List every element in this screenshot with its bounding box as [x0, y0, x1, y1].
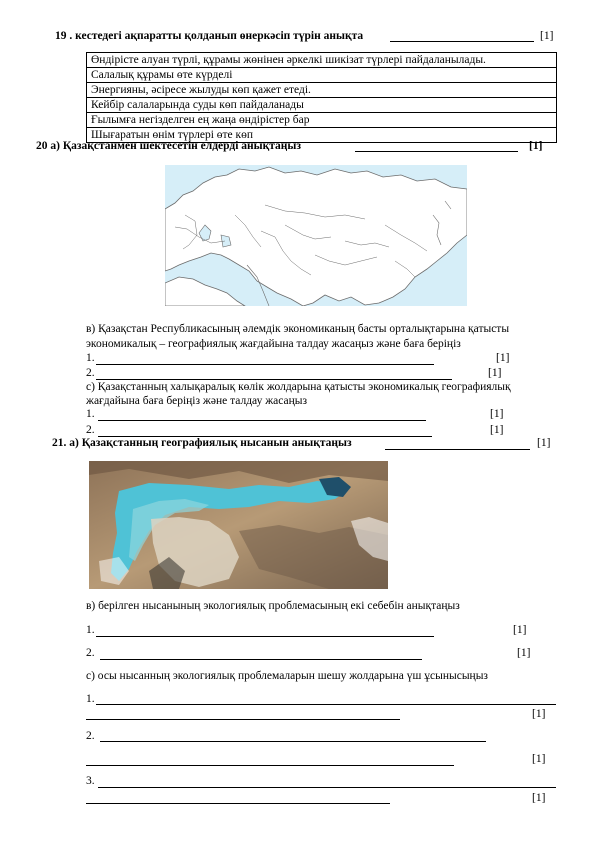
table-row: Кейбір салаларында суды көп пайдаланады [87, 98, 557, 113]
answer-line[interactable] [96, 379, 452, 380]
q21-mark: [1] [537, 437, 551, 449]
q21-c-num-2: 2. [86, 730, 95, 742]
answer-line[interactable] [98, 420, 426, 421]
q20-c-num-1: 1. [86, 408, 95, 420]
q21-b-num-2: 2. [86, 647, 95, 659]
q20-c-mark-1: [1] [490, 408, 504, 420]
q20-c-num-2: 2. [86, 424, 95, 436]
q19-features-table [86, 52, 557, 143]
q20-b-text-1: в) Қазақстан Республикасының әлемдік экономиканың басты орталықтарына қатысты [86, 323, 510, 335]
table-row: Энергияны, әсіресе жылуды көп қажет етеді. [87, 83, 557, 98]
q20-b-mark-2: [1] [488, 367, 502, 379]
q20-title: 20 а) Қазақстанмен шектесетін елдерді анықтаңыз [36, 140, 302, 152]
q21-c-text: с) осы нысанның экологиялық проблемаларын шешу жолдарына үш ұсынысыңыз [86, 670, 488, 682]
q20-c-text-2: жағдайына баға беріңіз және талдау жасаңыз [86, 395, 308, 407]
satellite-photo-lake [89, 461, 388, 589]
q21-c-mark-3: [1] [532, 792, 546, 804]
table-row: Шығаратын өнім түрлері өте көп [87, 128, 557, 143]
q21-c-num-3: 3. [86, 775, 95, 787]
q20-c-text-1: с) Қазақстанның халықаралық көлік жолдарына қатысты экономикалық географиялық [86, 381, 511, 393]
q21-b-text: в) берілген нысанының экологиялық проблемасының екі себебін анықтаңыз [86, 600, 460, 612]
answer-line[interactable] [86, 803, 390, 804]
q20-answer-line[interactable] [355, 151, 518, 152]
q20-mark: [1] [529, 140, 543, 152]
q20-b-text-2: экономикалық – географиялық жағдайына талдау жасаңыз және баға беріңіз [86, 338, 461, 350]
q21-b-num-1: 1. [86, 624, 95, 636]
answer-line[interactable] [98, 787, 556, 788]
q21-c-mark-2: [1] [532, 753, 546, 765]
table-row: Салалық құрамы өте күрделі [87, 68, 557, 83]
q20-b-num-1: 1. [86, 352, 95, 364]
q19-answer-line[interactable] [390, 41, 534, 42]
answer-line[interactable] [100, 659, 422, 660]
q20-b-mark-1: [1] [496, 352, 510, 364]
answer-line[interactable] [86, 719, 400, 720]
answer-line[interactable] [96, 636, 434, 637]
q19-mark: [1] [540, 30, 554, 42]
eurasia-outline-map [165, 165, 467, 306]
q21-c-num-1: 1. [86, 693, 95, 705]
q21-c-mark-1: [1] [532, 708, 546, 720]
answer-line[interactable] [96, 364, 434, 365]
table-row: Ғылымға негізделген ең жаңа өндірістер бар [87, 113, 557, 128]
q21-title: 21. а) Қазақстанның географиялық нысанын анықтаңыз [52, 437, 352, 449]
q21-b-mark-1: [1] [513, 624, 527, 636]
q21-answer-line[interactable] [385, 449, 530, 450]
table-row: Өндірісте алуан түрлі, құрамы жөнінен әркелкі шикізат түрлері пайдаланылады. [87, 53, 557, 68]
q20-c-mark-2: [1] [490, 424, 504, 436]
q20-b-num-2: 2. [86, 367, 95, 379]
answer-line[interactable] [100, 741, 486, 742]
answer-line[interactable] [96, 704, 556, 705]
answer-line[interactable] [86, 765, 454, 766]
q21-b-mark-2: [1] [517, 647, 531, 659]
q19-title: 19 . кестедегі ақпаратты қолданып өнеркәсіп түрін анықта [55, 30, 364, 42]
